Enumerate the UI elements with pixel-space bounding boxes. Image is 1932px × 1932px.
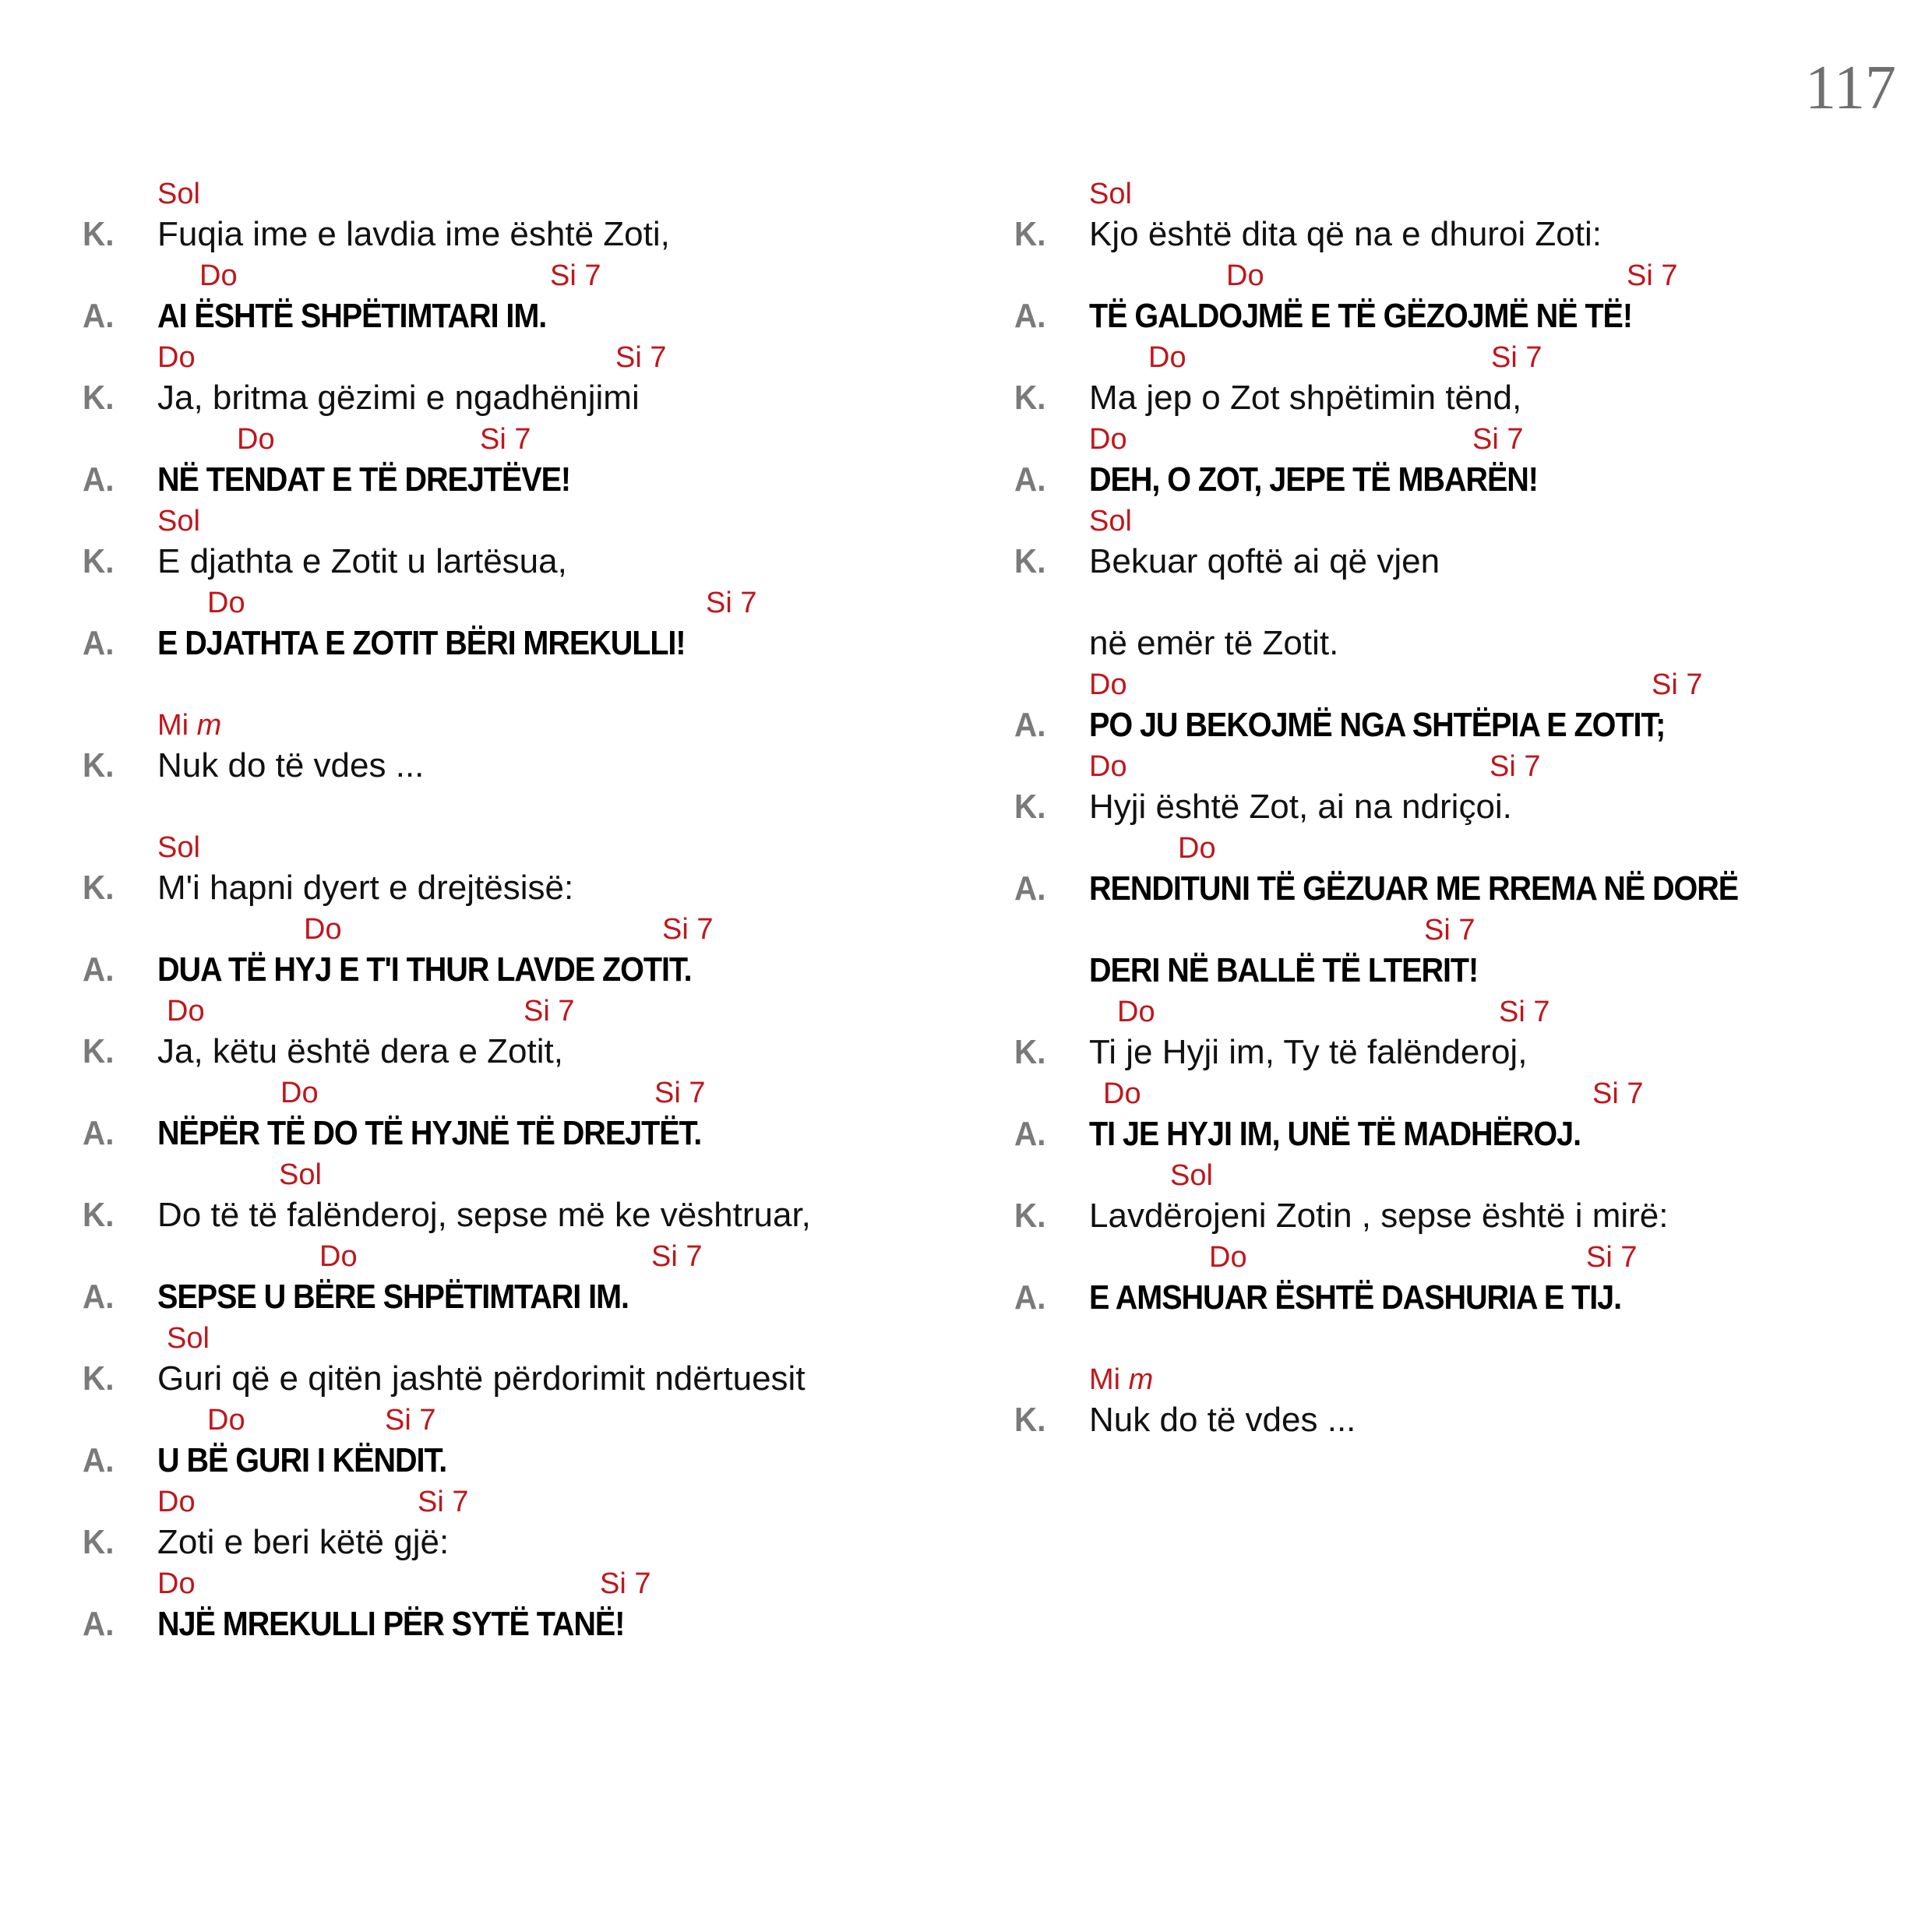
response-text: DERI NË BALLË TË LTERIT! [1089, 951, 1479, 989]
chord-name: Do [157, 1486, 196, 1518]
text-line [83, 1109, 963, 1151]
chord-line [83, 170, 963, 210]
chord-name: Do [1209, 1241, 1247, 1274]
text-line [1014, 1274, 1910, 1315]
chord-line [83, 415, 963, 456]
verse-text: Ja, këtu është dera e Zotit, [157, 1032, 563, 1070]
chord-name: Do [1103, 1077, 1141, 1110]
verse-entry [83, 1314, 963, 1396]
chord-label [662, 913, 713, 947]
page-number: 117 [1804, 54, 1896, 122]
chord-label [1089, 505, 1132, 538]
speaker-role: A. [83, 460, 115, 499]
chord-line [1014, 1151, 1910, 1192]
chord-line [83, 1560, 963, 1600]
verse-text: Lavdërojeni Zotin , sepse është i mirë: [1089, 1197, 1669, 1235]
chord-label [1592, 1077, 1643, 1111]
speaker-role: A. [83, 1605, 115, 1643]
chord-name: Do [1178, 832, 1216, 865]
chord-label [157, 709, 221, 742]
chord-name: Sol [157, 178, 200, 210]
chord-line [83, 1232, 963, 1273]
chord-name: Do [1089, 750, 1127, 783]
text-line [1014, 456, 1910, 497]
verse-entry [1014, 1356, 1910, 1437]
text-line [83, 742, 963, 783]
verse-entry [1014, 252, 1910, 333]
text-line [83, 1518, 963, 1560]
verse-entry [83, 579, 963, 661]
chord-label [1089, 178, 1132, 211]
verse-entry [83, 701, 963, 783]
text-line [83, 456, 963, 497]
response-text: NËPËR TË DO TË HYJNË TË DREJTËT. [157, 1114, 702, 1152]
text-line [1014, 374, 1910, 415]
response-text: DUA TË HYJ E T'I THUR LAVDE ZOTIT. [157, 950, 692, 989]
chord-label [651, 1240, 702, 1274]
text-line [1014, 1192, 1910, 1233]
chord-label [1627, 259, 1677, 293]
chord-name: Si 7 [550, 259, 601, 292]
chord-label [199, 259, 238, 293]
chord-line [1014, 824, 1910, 865]
chord-name: Si 7 [706, 587, 757, 619]
response-text: TË GALDOJMË E TË GËZOJMË NË TË! [1089, 297, 1632, 335]
chord-label [280, 1077, 319, 1110]
chord-name: Do [1089, 668, 1127, 701]
speaker-role: A. [1014, 460, 1046, 499]
chord-line [83, 333, 963, 374]
text-line [1014, 1110, 1910, 1151]
stanza-spacer [83, 661, 963, 701]
verse-entry [1014, 415, 1910, 497]
speaker-role: A. [83, 950, 115, 989]
text-line [83, 864, 963, 905]
response-text: E AMSHUAR ËSHTË DASHURIA E TIJ. [1089, 1278, 1622, 1317]
verse-entry [83, 252, 963, 333]
chord-suffix: m [196, 709, 222, 742]
verse-text: në emër të Zotit. [1089, 624, 1339, 662]
chord-name: Mi [1089, 1363, 1121, 1396]
chord-label [1226, 259, 1264, 293]
chord-name: Do [157, 1567, 196, 1600]
chord-name: Sol [279, 1158, 322, 1191]
chord-name: Do [1089, 423, 1127, 456]
chord-label [304, 913, 342, 947]
chord-name: Si 7 [1592, 1077, 1644, 1110]
chord-label [1103, 1077, 1141, 1111]
response-text: U BË GURI I KËNDIT. [157, 1441, 447, 1479]
verse-text: M'i hapni dyert e drejtësisë: [157, 869, 574, 907]
chord-line [83, 1478, 963, 1518]
chord-name: Si 7 [1652, 668, 1703, 701]
chord-name: Si 7 [1499, 996, 1550, 1028]
speaker-role: K. [1014, 1401, 1046, 1439]
response-text: TI JE HYJI IM, UNË TË MADHËROJ. [1089, 1115, 1581, 1153]
chord-label [237, 423, 275, 457]
verse-entry [1014, 824, 1910, 906]
stanza-spacer [1014, 1315, 1910, 1356]
verse-entry [83, 497, 963, 579]
speaker-role: K. [1014, 788, 1046, 826]
text-line [1014, 538, 1910, 579]
chord-line [83, 1396, 963, 1437]
text-line [1014, 619, 1910, 661]
speaker-role: K. [1014, 542, 1046, 580]
response-text: E DJATHTA E ZOTIT BËRI MREKULLI! [157, 624, 686, 662]
chord-label [615, 341, 666, 375]
verse-entry [1014, 1233, 1910, 1315]
chord-name: Sol [167, 1322, 210, 1355]
verse-text: Fuqia ime e lavdia ime është Zoti, [157, 215, 670, 253]
text-line [1014, 1396, 1910, 1437]
chord-name: Si 7 [1472, 423, 1524, 456]
text-line [1014, 210, 1910, 252]
speaker-role: K. [83, 379, 115, 417]
chord-line [1014, 170, 1910, 210]
chord-name: Si 7 [1490, 750, 1541, 783]
verse-entry [83, 823, 963, 905]
speaker-role: K. [1014, 1033, 1046, 1071]
text-line [83, 1355, 963, 1396]
chord-label [207, 1404, 245, 1437]
chord-label [1472, 423, 1523, 457]
chord-line [83, 823, 963, 864]
speaker-role: A. [83, 297, 115, 335]
verse-text: Nuk do të vdes ... [157, 746, 425, 784]
response-text: RENDITUNI TË GËZUAR ME RREMA NË DORË [1089, 869, 1739, 908]
stanza-spacer [83, 783, 963, 823]
chord-label [1652, 668, 1702, 702]
text-line [83, 1028, 963, 1069]
chord-name: Si 7 [1491, 341, 1542, 374]
verse-text: Guri që e qitën jashtë përdorimit ndërtuesit [157, 1359, 806, 1398]
chord-name: Do [207, 587, 245, 619]
verse-text: Kjo është dita që na e dhuroi Zoti: [1089, 215, 1602, 253]
speaker-role: K. [83, 869, 115, 907]
text-line [83, 1600, 963, 1641]
speaker-role: K. [83, 1032, 115, 1070]
chord-name: Sol [1089, 505, 1132, 538]
verse-entry [83, 1232, 963, 1314]
chord-name: Do [1117, 996, 1155, 1028]
chord-name: Do [207, 1404, 245, 1437]
chord-label [157, 505, 200, 538]
chord-line [1014, 579, 1910, 619]
verse-entry [1014, 333, 1910, 415]
chord-label [1424, 914, 1475, 947]
verse-entry [83, 1151, 963, 1232]
chord-label [157, 1567, 196, 1601]
text-line [1014, 783, 1910, 824]
chord-label [1089, 1363, 1153, 1397]
chord-line [83, 1151, 963, 1191]
chord-label [157, 341, 196, 375]
chord-name: Si 7 [615, 341, 667, 374]
verse-entry [83, 905, 963, 987]
response-text: NË TENDAT E TË DREJTËVE! [157, 460, 571, 499]
chord-label [1178, 832, 1216, 866]
chord-name: Do [319, 1240, 358, 1273]
chord-line [1014, 988, 1910, 1028]
verse-entry [1014, 906, 1910, 988]
verse-entry [1014, 579, 1910, 661]
chord-label [385, 1404, 435, 1437]
chord-line [83, 579, 963, 619]
chord-label [319, 1240, 358, 1274]
chord-label [207, 587, 245, 620]
chord-label [167, 1322, 210, 1356]
chord-label [654, 1077, 705, 1110]
chord-label [1209, 1241, 1247, 1274]
verse-entry [1014, 1151, 1910, 1233]
verse-text: Zoti e beri këtë gjë: [157, 1523, 450, 1561]
text-line [83, 1437, 963, 1478]
text-line [83, 538, 963, 579]
response-text: DEH, O ZOT, JEPE TË MBARËN! [1089, 460, 1538, 499]
chord-line [83, 497, 963, 538]
chord-name: Si 7 [654, 1077, 706, 1109]
response-text: AI ËSHTË SHPËTIMTARI IM. [157, 297, 547, 335]
chord-label [157, 831, 200, 865]
verse-text: E djathta e Zotit u lartësua, [157, 542, 567, 580]
chord-label [1499, 996, 1549, 1029]
speaker-role: A. [1014, 1278, 1046, 1317]
chord-name: Si 7 [1424, 914, 1475, 947]
speaker-role: A. [1014, 297, 1046, 335]
chord-line [83, 1069, 963, 1109]
speaker-role: A. [83, 1114, 115, 1152]
speaker-role: A. [83, 1441, 115, 1479]
chord-label [1148, 341, 1186, 375]
chord-label [1117, 996, 1155, 1029]
chord-line [1014, 1233, 1910, 1274]
verse-text: Bekuar qoftë ai që vjen [1089, 542, 1440, 580]
chord-name: Do [1226, 259, 1264, 292]
text-line [83, 1191, 963, 1232]
chord-name: Si 7 [480, 423, 531, 456]
chord-name: Si 7 [385, 1404, 436, 1437]
verse-entry [83, 333, 963, 415]
verse-text: Nuk do të vdes ... [1089, 1401, 1356, 1439]
chord-suffix: m [1128, 1363, 1154, 1396]
chord-name: Sol [1089, 178, 1132, 210]
verse-entry [1014, 170, 1910, 252]
chord-label [1089, 423, 1127, 457]
verse-entry [1014, 661, 1910, 742]
chord-label [157, 1486, 196, 1519]
verse-entry [83, 987, 963, 1069]
chord-name: Do [304, 913, 342, 946]
chord-name: Sol [157, 505, 200, 538]
text-line [1014, 947, 1910, 988]
verse-text: Hyji është Zot, ai na ndriçoi. [1089, 788, 1512, 826]
speaker-role: A. [1014, 869, 1046, 908]
text-line [83, 1273, 963, 1314]
speaker-role: K. [1014, 215, 1046, 253]
chord-name: Si 7 [524, 995, 575, 1028]
chord-name: Si 7 [1586, 1241, 1638, 1274]
chord-line [83, 987, 963, 1028]
speaker-role: A. [1014, 706, 1046, 744]
verse-entry [1014, 497, 1910, 579]
speaker-role: K. [83, 746, 115, 784]
speaker-role: K. [83, 215, 115, 253]
chord-label [550, 259, 601, 293]
chord-label [1170, 1159, 1213, 1193]
chord-label [706, 587, 756, 620]
chord-label [1089, 668, 1127, 702]
speaker-role: A. [1014, 1115, 1046, 1153]
chord-line [1014, 333, 1910, 374]
chord-label [1491, 341, 1542, 375]
verse-entry [1014, 988, 1910, 1070]
speaker-role: K. [83, 1196, 115, 1234]
left-column [83, 170, 963, 1641]
speaker-role: K. [83, 1359, 115, 1398]
chord-line [83, 1314, 963, 1355]
speaker-role: K. [83, 1523, 115, 1561]
text-line [83, 292, 963, 333]
chord-label [1089, 750, 1127, 784]
verse-entry [83, 1396, 963, 1478]
speaker-role: K. [1014, 1197, 1046, 1235]
chord-name: Do [199, 259, 238, 292]
response-text: SEPSE U BËRE SHPËTIMTARI IM. [157, 1278, 629, 1316]
chord-name: Do [280, 1077, 319, 1109]
chord-name: Si 7 [651, 1240, 703, 1273]
text-line [1014, 1028, 1910, 1070]
response-text: PO JU BEKOJMË NGA SHTËPIA E ZOTIT; [1089, 706, 1666, 744]
verse-entry [83, 1069, 963, 1151]
chord-line [1014, 415, 1910, 456]
verse-entry [1014, 1070, 1910, 1151]
chord-name: Do [167, 995, 205, 1028]
chord-label [1586, 1241, 1637, 1274]
chord-name: Sol [157, 831, 200, 864]
verse-text: Do të të falënderoj, sepse më ke vështruar, [157, 1196, 811, 1234]
text-line [1014, 865, 1910, 906]
text-line [83, 374, 963, 415]
chord-name: Mi [157, 709, 189, 742]
chord-line [1014, 497, 1910, 538]
verse-entry [83, 1560, 963, 1641]
chord-name: Do [237, 423, 275, 456]
verse-text: Ti je Hyji im, Ty të falënderoj, [1089, 1033, 1528, 1071]
verse-text: Ma jep o Zot shpëtimin tënd, [1089, 379, 1522, 417]
speaker-role: K. [83, 542, 115, 580]
verse-entry [1014, 742, 1910, 824]
chord-label [480, 423, 531, 457]
chord-line [1014, 906, 1910, 947]
text-line [1014, 701, 1910, 742]
speaker-role: A. [83, 624, 115, 662]
chord-name: Si 7 [418, 1486, 469, 1518]
chord-name: Si 7 [1627, 259, 1678, 292]
chord-line [1014, 742, 1910, 783]
verse-entry [83, 170, 963, 252]
chord-name: Si 7 [600, 1567, 651, 1600]
chord-line [1014, 1356, 1910, 1396]
text-line [83, 946, 963, 987]
speaker-role: A. [83, 1278, 115, 1316]
right-column [1014, 170, 1910, 1437]
chord-name: Do [157, 341, 196, 374]
chord-label [1490, 750, 1540, 784]
chord-line [1014, 661, 1910, 701]
text-line [83, 619, 963, 661]
verse-text: Ja, britma gëzimi e ngadhënjimi [157, 379, 640, 417]
chord-label [418, 1486, 468, 1519]
text-line [1014, 292, 1910, 333]
chord-name: Do [1148, 341, 1186, 374]
chord-line [1014, 252, 1910, 292]
chord-line [1014, 1070, 1910, 1110]
chord-label [600, 1567, 650, 1601]
chord-label [524, 995, 574, 1028]
text-line [83, 210, 963, 252]
verse-entry [83, 415, 963, 497]
chord-label [279, 1158, 322, 1192]
chord-line [83, 701, 963, 742]
chord-label [157, 178, 200, 211]
chord-name: Si 7 [662, 913, 714, 946]
chord-name: Sol [1170, 1159, 1213, 1192]
chord-line [83, 252, 963, 292]
response-text: NJË MREKULLI PËR SYTË TANË! [157, 1605, 625, 1643]
chord-line [83, 905, 963, 946]
speaker-role: K. [1014, 379, 1046, 417]
chord-label [167, 995, 205, 1028]
verse-entry [83, 1478, 963, 1560]
